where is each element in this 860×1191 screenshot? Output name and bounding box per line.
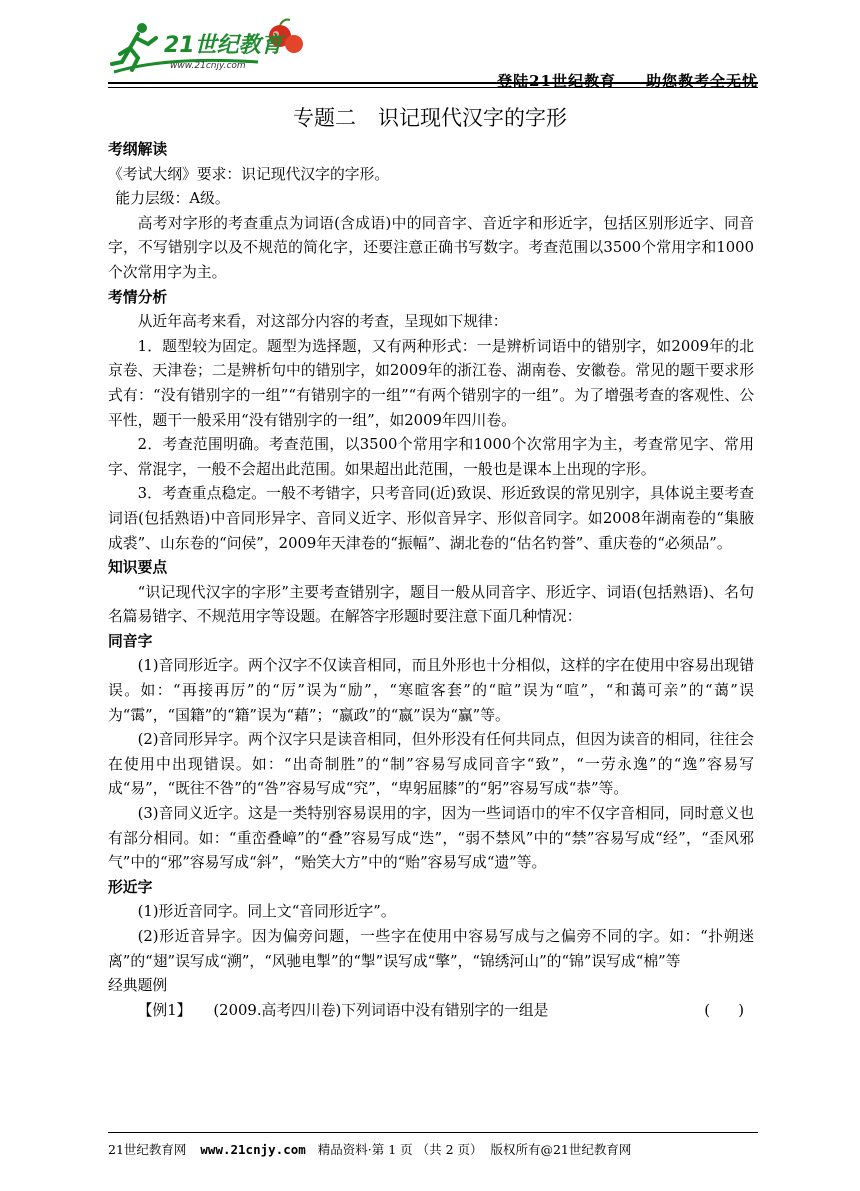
footer-divider [108, 1132, 758, 1133]
example-tag: 【例1】 [137, 1001, 192, 1019]
page-header [108, 14, 758, 90]
paragraph: (1)形近音同字。同上文“音同形近字”。 [137, 903, 396, 921]
page-footer [108, 1140, 758, 1158]
paragraph: 从近年高考来看，对这部分内容的考查，呈现如下规律： [137, 313, 508, 331]
footer-middle: 精品资料·第 1 页 （共 2 页） [317, 1142, 483, 1157]
document-body [108, 138, 754, 1023]
paragraph: (3)音同义近字。这是一类特别容易误用的字，因为一些词语巾的牢不仅字音相同，同时意义也有部分相同。如：“重峦叠嶂”的“叠”容易写成“迭”，“弱不禁风”中的“禁”容易写成“经”，“歪风邪气”中的“邪”容易写成“斜”，“贻笑大方”中的“贻”容易写成“遗”等。 [108, 805, 754, 872]
section-heading-homophones: 同音字 [108, 632, 153, 650]
brand-logo [108, 14, 308, 80]
logo-text: 21世纪教育 [164, 33, 283, 58]
answer-blank: ( ) [704, 1001, 744, 1019]
example-text: (2009.高考四川卷)下列词语中没有错别字的一组是 [213, 1001, 549, 1019]
paragraph: “识记现代汉字的字形”主要考查错别字，题目一般从同音字、形近字、词语(包括熟语)、名句名篇易错字、不规范用字等设题。在解答字形题时要注意下面几种情况： [108, 583, 754, 626]
header-divider [108, 82, 758, 88]
footer-right: 版权所有@21世纪教育网 [490, 1142, 632, 1157]
example-question [108, 999, 754, 1024]
page-title [0, 102, 860, 132]
paragraph: (2)音同形异字。两个汉字只是读音相同，但外形没有任何共同点，但因为读音的相同，往往会在使用中出现错误。如：“出奇制胜”的“制”容易写成同音字“致”，“一劳永逸”的“逸”容易写成“易”，“既往不咎”的“咎”容易写成“究”，“卑躬屈膝”的“躬”容易写成“恭”等。 [108, 731, 754, 798]
paragraph: (1)音同形近字。两个汉字不仅读音相同，而且外形也十分相似，这样的字在使用中容易出现错误。如：“再接再厉”的“厉”误为“励”，“寒暄客套”的“暄”误为“喧”，“和蔼可亲”的“蔼”误为“霭”，“国籍”的“籍”误为“藉”；“嬴政”的“嬴”误为“赢”等。 [108, 657, 754, 724]
footer-site: www.21cnjy.com [200, 1142, 306, 1157]
paragraph: 1．题型较为固定。题型为选择题，又有两种形式：一是辨析词语中的错别字，如2009年的北京卷、天津卷；二是辨析句中的错别字，如2009年的浙江卷、湖南卷、安徽卷。常见的题干要求形式有：“没有错别字的一组”“有错别字的一组”“有两个错别字的一组”。为了增强考查的客观性、公平性，题干一般采用“没有错别字的一组”，如2009年四川卷。 [108, 337, 754, 429]
title-part2: 识记现代汉字的字形 [378, 106, 567, 130]
section-heading-exam-analysis: 考情分析 [108, 288, 168, 306]
slogan-left: 登陆21世纪教育 [497, 72, 616, 90]
paragraph: 高考对字形的考查重点为词语(含成语)中的同音字、音近字和形近字，包括区别形近字、同音字，不写错别字以及不规范的简化字，还要注意正确书写数字。考查范围以3500个常用字和1000个次常用字为主。 [108, 214, 754, 281]
section-heading-key-points: 知识要点 [108, 559, 168, 577]
section-heading-examples: 经典题例 [108, 977, 168, 995]
section-heading-exam-outline: 考纲解读 [108, 141, 168, 158]
footer-left: 21世纪教育网 [108, 1142, 187, 1157]
paragraph: 能力层级：A级。 [115, 190, 230, 208]
title-part1: 专题二 [293, 106, 356, 130]
section-heading-similar-shapes: 形近字 [108, 878, 153, 896]
slogan-right: 助您教考全无忧 [645, 72, 758, 90]
paragraph: 3．考查重点稳定。一般不考错字，只考音同(近)致误、形近致误的常见别字，具体说主要考查词语(包括熟语)中音同形异字、音同义近字、形似音异字、形似音同字。如2008年湖南卷的“集腋成裘”、山东卷的“问侯”，2009年天津卷的“振幅”、湖北卷的“估名钓誉”、重庆卷的“必须品”。 [108, 485, 754, 552]
paragraph: (2)形近音异字。因为偏旁问题，一些字在使用中容易写成与之偏旁不同的字。如：“扑朔迷离”的“翅”误写成“溯”，“风驰电掣”的“掣”误写成“擎”，“锦绣河山”的“锦”误写成“棉”等 [108, 928, 754, 970]
paragraph: 2．考查范围明确。考查范围，以3500个常用字和1000个次常用字为主，考查常见字、常用字、常混字，一般不会超出此范围。如果超出此范围，一般也是课本上出现的字形。 [108, 436, 754, 478]
logo-url: www.21cnjy.com [170, 61, 246, 71]
paragraph: 《考试大纲》要求：识记现代汉字的字形。 [108, 165, 390, 183]
